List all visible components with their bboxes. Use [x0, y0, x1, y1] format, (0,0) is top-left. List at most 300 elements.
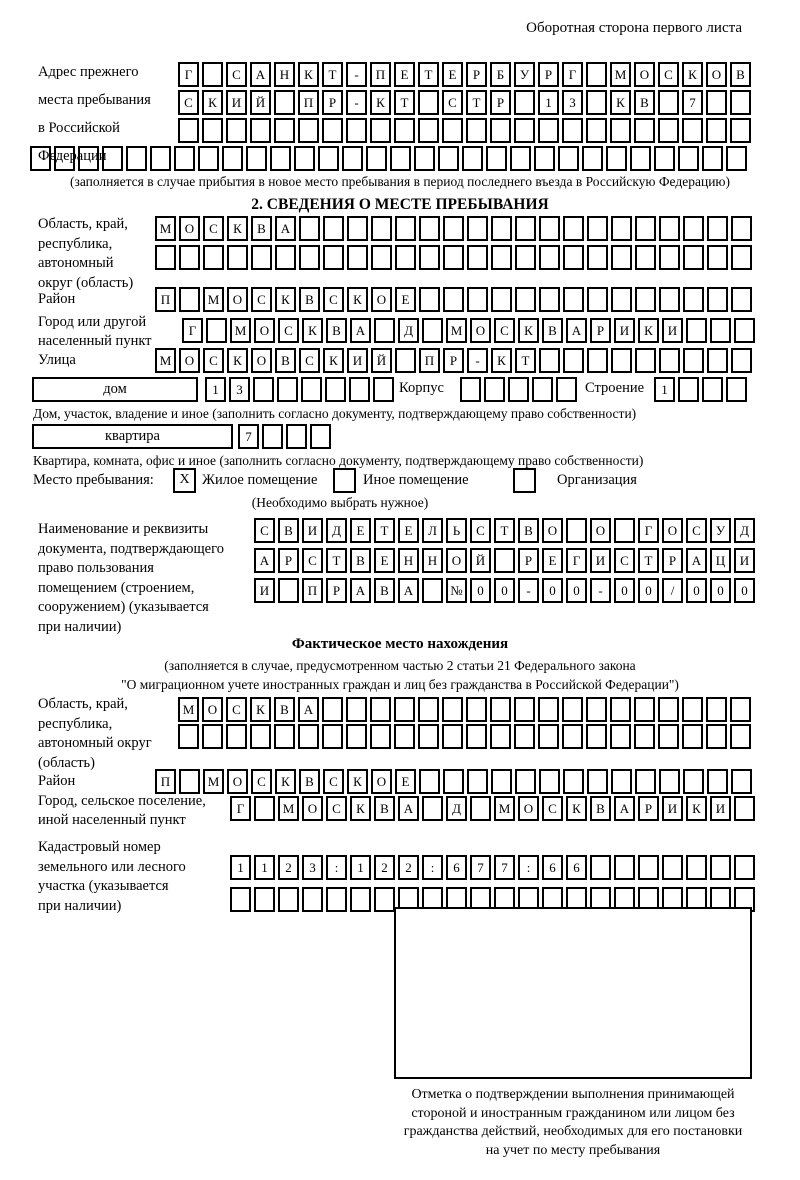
- char-cell: [202, 118, 223, 143]
- char-cell: 2: [398, 855, 419, 880]
- char-cell: [227, 245, 248, 270]
- char-cell: Е: [395, 287, 416, 312]
- char-cell: [658, 724, 679, 749]
- char-cell: [251, 245, 272, 270]
- prev-address-note: (заполняется в случае прибытия в новое место пребывания в период последнего въезда в Российскую Федерацию): [69, 174, 731, 189]
- char-cell: С: [494, 318, 515, 343]
- text-line: гражданства действий, необходимых для его постановки: [403, 1124, 743, 1139]
- char-cell: [301, 377, 322, 402]
- char-cell: М: [155, 348, 176, 373]
- text-line: сооружением) (указывается: [38, 599, 209, 615]
- char-cell: И: [302, 518, 323, 543]
- char-cell: О: [179, 216, 200, 241]
- char-cell: А: [254, 548, 275, 573]
- char-cell: [702, 377, 723, 402]
- char-cell: [586, 697, 607, 722]
- char-cell: [539, 245, 560, 270]
- stay-option-organization-label: Организация: [557, 472, 637, 488]
- char-cell: [490, 724, 511, 749]
- char-cell: С: [614, 548, 635, 573]
- char-cell: В: [299, 769, 320, 794]
- char-cell: [347, 216, 368, 241]
- char-cell: Й: [470, 548, 491, 573]
- stay-checkbox-other: [333, 468, 356, 493]
- char-cell: 2: [278, 855, 299, 880]
- char-cell: Т: [394, 90, 415, 115]
- char-cell: 7: [238, 424, 259, 449]
- char-cell: С: [542, 796, 563, 821]
- char-cell: В: [374, 796, 395, 821]
- actual-district-grid-row: [155, 769, 752, 794]
- char-cell: М: [446, 318, 467, 343]
- char-cell: [443, 245, 464, 270]
- char-cell: [734, 318, 755, 343]
- char-cell: [102, 146, 123, 171]
- char-cell: [278, 578, 299, 603]
- char-cell: Т: [418, 62, 439, 87]
- char-cell: -: [467, 348, 488, 373]
- char-cell: [686, 855, 707, 880]
- char-cell: [460, 377, 481, 402]
- char-cell: [323, 216, 344, 241]
- actual-district-label: Район: [38, 773, 76, 789]
- char-cell: [514, 724, 535, 749]
- char-cell: [206, 318, 227, 343]
- char-cell: 0: [686, 578, 707, 603]
- char-cell: 0: [470, 578, 491, 603]
- char-cell: Б: [490, 62, 511, 87]
- char-cell: [635, 245, 656, 270]
- char-cell: [374, 318, 395, 343]
- char-cell: В: [326, 318, 347, 343]
- char-cell: [659, 216, 680, 241]
- char-cell: М: [494, 796, 515, 821]
- char-cell: [731, 216, 752, 241]
- char-cell: В: [278, 518, 299, 543]
- char-cell: О: [470, 318, 491, 343]
- char-cell: Т: [638, 548, 659, 573]
- char-cell: [179, 287, 200, 312]
- char-cell: [539, 348, 560, 373]
- confirmation-caption: [388, 1086, 758, 1160]
- char-cell: О: [227, 769, 248, 794]
- street-label: Улица: [38, 352, 76, 368]
- char-cell: [299, 245, 320, 270]
- char-cell: У: [710, 518, 731, 543]
- char-cell: [253, 377, 274, 402]
- char-cell: Е: [398, 518, 419, 543]
- char-cell: [466, 724, 487, 749]
- char-cell: [491, 216, 512, 241]
- char-cell: [395, 216, 416, 241]
- char-cell: К: [347, 287, 368, 312]
- char-cell: [515, 287, 536, 312]
- text-line: республика,: [38, 235, 113, 252]
- char-cell: [659, 245, 680, 270]
- apartment-note: Квартира, комната, офис и иное (заполнить согласно документу, подтверждающему право собственности): [33, 453, 644, 468]
- char-cell: [278, 887, 299, 912]
- char-cell: [277, 377, 298, 402]
- char-cell: О: [542, 518, 563, 543]
- char-cell: [611, 769, 632, 794]
- char-cell: Д: [398, 318, 419, 343]
- char-cell: [731, 245, 752, 270]
- char-cell: 6: [446, 855, 467, 880]
- char-cell: -: [590, 578, 611, 603]
- char-cell: [539, 216, 560, 241]
- char-cell: Р: [590, 318, 611, 343]
- char-cell: [538, 724, 559, 749]
- char-cell: [302, 887, 323, 912]
- char-cell: А: [398, 796, 419, 821]
- char-cell: [390, 146, 411, 171]
- char-cell: П: [155, 287, 176, 312]
- char-cell: [563, 348, 584, 373]
- char-cell: [514, 90, 535, 115]
- char-cell: О: [227, 287, 248, 312]
- char-cell: К: [202, 90, 223, 115]
- char-cell: [635, 287, 656, 312]
- char-cell: [510, 146, 531, 171]
- confirmation-box: [394, 907, 752, 1079]
- char-cell: 0: [542, 578, 563, 603]
- char-cell: [286, 424, 307, 449]
- char-cell: О: [706, 62, 727, 87]
- usage-document-grid-row-2: [254, 548, 755, 573]
- char-cell: М: [203, 769, 224, 794]
- char-cell: В: [251, 216, 272, 241]
- text-line: при наличии): [38, 897, 122, 914]
- char-cell: [414, 146, 435, 171]
- char-cell: 3: [229, 377, 250, 402]
- char-cell: [702, 146, 723, 171]
- text-line: Область, край,: [38, 696, 128, 712]
- char-cell: Г: [230, 796, 251, 821]
- prev-address-grid-row-1: [178, 62, 751, 87]
- char-cell: 1: [538, 90, 559, 115]
- char-cell: [658, 90, 679, 115]
- char-cell: 2: [374, 855, 395, 880]
- char-cell: [322, 118, 343, 143]
- char-cell: Е: [394, 62, 415, 87]
- char-cell: [611, 216, 632, 241]
- char-cell: М: [155, 216, 176, 241]
- char-cell: Р: [490, 90, 511, 115]
- char-cell: М: [278, 796, 299, 821]
- char-cell: Е: [542, 548, 563, 573]
- char-cell: [563, 769, 584, 794]
- char-cell: [250, 724, 271, 749]
- char-cell: О: [662, 518, 683, 543]
- char-cell: [262, 424, 283, 449]
- char-cell: [514, 118, 535, 143]
- char-cell: [419, 769, 440, 794]
- char-cell: К: [638, 318, 659, 343]
- char-cell: [734, 855, 755, 880]
- char-cell: [726, 146, 747, 171]
- char-cell: №: [446, 578, 467, 603]
- char-cell: Д: [326, 518, 347, 543]
- char-cell: :: [326, 855, 347, 880]
- char-cell: [706, 724, 727, 749]
- char-cell: [706, 118, 727, 143]
- char-cell: 7: [682, 90, 703, 115]
- char-cell: К: [686, 796, 707, 821]
- char-cell: [484, 377, 505, 402]
- actual-location-note-2: "О миграционном учете иностранных граждан и лиц без гражданства в Российской Федерации"): [121, 677, 679, 692]
- char-cell: [443, 769, 464, 794]
- char-cell: С: [323, 287, 344, 312]
- char-cell: [54, 146, 75, 171]
- char-cell: С: [686, 518, 707, 543]
- text-line: Кадастровый номер: [38, 839, 161, 855]
- char-cell: Р: [538, 62, 559, 87]
- char-cell: [606, 146, 627, 171]
- char-cell: А: [298, 697, 319, 722]
- char-cell: [731, 287, 752, 312]
- char-cell: А: [686, 548, 707, 573]
- char-cell: [394, 697, 415, 722]
- char-cell: [682, 697, 703, 722]
- char-cell: [556, 377, 577, 402]
- char-cell: [587, 769, 608, 794]
- stay-option-other-label: Иное помещение: [363, 472, 469, 488]
- char-cell: Е: [442, 62, 463, 87]
- char-cell: С: [442, 90, 463, 115]
- char-cell: -: [346, 90, 367, 115]
- char-cell: [538, 118, 559, 143]
- char-cell: К: [566, 796, 587, 821]
- district-grid-row: [155, 287, 752, 312]
- char-cell: И: [710, 796, 731, 821]
- char-cell: 7: [470, 855, 491, 880]
- char-cell: [710, 855, 731, 880]
- char-cell: [466, 697, 487, 722]
- char-cell: [630, 146, 651, 171]
- char-cell: [659, 287, 680, 312]
- char-cell: Г: [182, 318, 203, 343]
- char-cell: 1: [205, 377, 226, 402]
- char-cell: А: [614, 796, 635, 821]
- char-cell: [374, 887, 395, 912]
- char-cell: С: [226, 62, 247, 87]
- char-cell: Г: [638, 518, 659, 543]
- char-cell: [270, 146, 291, 171]
- char-cell: [678, 146, 699, 171]
- char-cell: К: [250, 697, 271, 722]
- char-cell: 0: [494, 578, 515, 603]
- char-cell: Л: [422, 518, 443, 543]
- char-cell: К: [227, 216, 248, 241]
- char-cell: [614, 518, 635, 543]
- char-cell: -: [518, 578, 539, 603]
- char-cell: [534, 146, 555, 171]
- actual-location-title: Фактическое место нахождения: [291, 636, 509, 652]
- char-cell: [683, 216, 704, 241]
- text-line: на учет по месту пребывания: [485, 1142, 661, 1158]
- char-cell: С: [278, 318, 299, 343]
- char-cell: [707, 245, 728, 270]
- char-cell: [470, 796, 491, 821]
- char-cell: [443, 216, 464, 241]
- char-cell: К: [323, 348, 344, 373]
- char-cell: [418, 724, 439, 749]
- char-cell: :: [518, 855, 539, 880]
- char-cell: [486, 146, 507, 171]
- char-cell: [730, 90, 751, 115]
- char-cell: [274, 90, 295, 115]
- actual-region-grid-row-2: [178, 724, 751, 749]
- char-cell: 6: [542, 855, 563, 880]
- char-cell: В: [518, 518, 539, 543]
- char-cell: И: [662, 796, 683, 821]
- char-cell: [662, 855, 683, 880]
- text-line: Федерации: [38, 148, 107, 164]
- char-cell: [373, 377, 394, 402]
- char-cell: [30, 146, 51, 171]
- char-cell: [587, 348, 608, 373]
- char-cell: [418, 118, 439, 143]
- text-line: документа, подтверждающего: [38, 540, 224, 557]
- char-cell: [730, 724, 751, 749]
- char-cell: [734, 796, 755, 821]
- char-cell: [230, 887, 251, 912]
- char-cell: [325, 377, 346, 402]
- char-cell: Р: [278, 548, 299, 573]
- char-cell: [634, 697, 655, 722]
- region-grid-row-2: [155, 245, 752, 270]
- text-line: иной населенный пункт: [38, 812, 186, 828]
- char-cell: [539, 769, 560, 794]
- char-cell: [274, 724, 295, 749]
- char-cell: [682, 724, 703, 749]
- char-cell: [394, 118, 415, 143]
- char-cell: Е: [395, 769, 416, 794]
- char-cell: [419, 216, 440, 241]
- char-cell: [370, 118, 391, 143]
- char-cell: [686, 318, 707, 343]
- text-line: в Российской: [38, 120, 120, 136]
- char-cell: В: [350, 548, 371, 573]
- char-cell: [322, 724, 343, 749]
- char-cell: 7: [494, 855, 515, 880]
- apartment-grid-row: [238, 424, 331, 449]
- char-cell: [179, 245, 200, 270]
- char-cell: [419, 287, 440, 312]
- char-cell: А: [350, 318, 371, 343]
- char-cell: М: [203, 287, 224, 312]
- char-cell: О: [302, 796, 323, 821]
- char-cell: [658, 118, 679, 143]
- stroenie-grid-row: [654, 377, 747, 402]
- char-cell: [422, 318, 443, 343]
- char-cell: [299, 216, 320, 241]
- text-line: Область, край,: [38, 216, 128, 232]
- char-cell: В: [299, 287, 320, 312]
- char-cell: Т: [466, 90, 487, 115]
- text-line: населенный пункт: [38, 333, 152, 349]
- prev-address-grid-row-4: [30, 146, 747, 171]
- text-line: при наличии): [38, 618, 122, 635]
- char-cell: К: [518, 318, 539, 343]
- char-cell: [562, 118, 583, 143]
- prev-address-grid-row-2: [178, 90, 751, 115]
- page-side-label: Оборотная сторона первого листа: [526, 20, 742, 36]
- char-cell: [466, 118, 487, 143]
- char-cell: [494, 548, 515, 573]
- char-cell: Т: [494, 518, 515, 543]
- char-cell: [350, 887, 371, 912]
- char-cell: [710, 318, 731, 343]
- text-line: Отметка о подтверждении выполнения принимающей: [411, 1087, 735, 1102]
- char-cell: [418, 90, 439, 115]
- stay-checkbox-residential: X: [173, 468, 196, 493]
- text-line: республика,: [38, 715, 113, 732]
- char-cell: В: [730, 62, 751, 87]
- char-cell: -: [346, 62, 367, 87]
- char-cell: А: [250, 62, 271, 87]
- char-cell: А: [350, 578, 371, 603]
- actual-city-grid-row: [230, 796, 755, 821]
- char-cell: Н: [274, 62, 295, 87]
- char-cell: [275, 245, 296, 270]
- char-cell: Ц: [710, 548, 731, 573]
- char-cell: [635, 769, 656, 794]
- char-cell: 0: [638, 578, 659, 603]
- char-cell: И: [662, 318, 683, 343]
- char-cell: [318, 146, 339, 171]
- char-cell: [174, 146, 195, 171]
- char-cell: [491, 287, 512, 312]
- char-cell: [730, 697, 751, 722]
- char-cell: [178, 724, 199, 749]
- char-cell: [586, 118, 607, 143]
- char-cell: М: [610, 62, 631, 87]
- char-cell: П: [155, 769, 176, 794]
- char-cell: О: [254, 318, 275, 343]
- char-cell: Т: [374, 518, 395, 543]
- korpus-label: Корпус: [399, 380, 444, 396]
- usage-document-grid-row-1: [254, 518, 755, 543]
- char-cell: К: [491, 348, 512, 373]
- char-cell: [563, 245, 584, 270]
- char-cell: [514, 697, 535, 722]
- char-cell: [563, 216, 584, 241]
- char-cell: [294, 146, 315, 171]
- char-cell: [202, 62, 223, 87]
- char-cell: У: [514, 62, 535, 87]
- char-cell: С: [254, 518, 275, 543]
- actual-city-label: [38, 792, 206, 830]
- char-cell: И: [590, 548, 611, 573]
- char-cell: О: [202, 697, 223, 722]
- char-cell: [683, 245, 704, 270]
- char-cell: [254, 796, 275, 821]
- char-cell: Н: [398, 548, 419, 573]
- text-line: стороной и иностранным гражданином или лицом без: [411, 1105, 735, 1121]
- char-cell: Й: [250, 90, 271, 115]
- char-cell: Г: [566, 548, 587, 573]
- char-cell: [298, 724, 319, 749]
- char-cell: С: [326, 796, 347, 821]
- char-cell: С: [299, 348, 320, 373]
- char-cell: [226, 724, 247, 749]
- char-cell: [126, 146, 147, 171]
- char-cell: /: [662, 578, 683, 603]
- house-note: Дом, участок, владение и иное (заполнить согласно документу, подтверждающему право собственности): [33, 406, 637, 421]
- char-cell: П: [419, 348, 440, 373]
- char-cell: [370, 697, 391, 722]
